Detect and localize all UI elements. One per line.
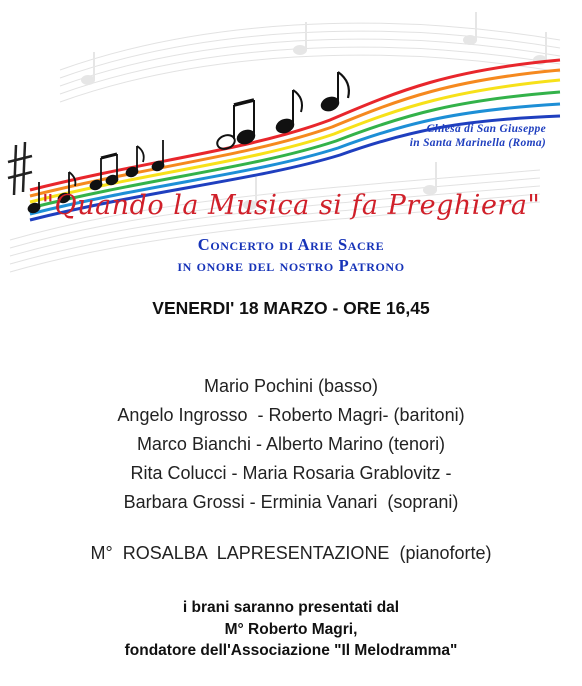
subtitle-line-2: in onore del nostro Patrono	[177, 256, 405, 275]
performer-line: Angelo Ingrosso - Roberto Magri- (baritoni)	[117, 405, 465, 425]
performer-line: Rita Colucci - Maria Rosaria Grablovitz -	[130, 463, 452, 483]
church-line-1: Chiesa di San Giuseppe	[426, 123, 546, 135]
presentation-line-3: fondatore dell'Associazione "Il Melodramma"	[124, 642, 458, 659]
sharp-icon	[8, 142, 32, 195]
performer-line: Marco Bianchi - Alberto Marino (tenori)	[136, 434, 446, 454]
event-date-time: VENERDI' 18 MARZO - ORE 16,45	[152, 298, 430, 318]
presentation-note	[0, 597, 582, 662]
performers-list	[0, 372, 582, 517]
subtitle-line-1: Concerto di Arie Sacre	[197, 235, 385, 254]
church-line-2: in Santa Marinella (Roma)	[409, 137, 546, 149]
performer-line: Barbara Grossi - Erminia Vanari (soprani)	[123, 492, 459, 512]
presentation-line-1: i brani saranno presentati dal	[182, 599, 400, 616]
performer-line: Mario Pochini (basso)	[203, 376, 379, 396]
concert-subtitle	[0, 234, 582, 276]
church-name	[410, 122, 546, 150]
pianist-line: M° ROSALBA LAPRESENTAZIONE (pianoforte)	[90, 543, 492, 563]
presentation-line-2: M° Roberto Magri,	[224, 620, 358, 638]
event-title: "Quando la Musica si fa Preghiera"	[41, 190, 541, 221]
